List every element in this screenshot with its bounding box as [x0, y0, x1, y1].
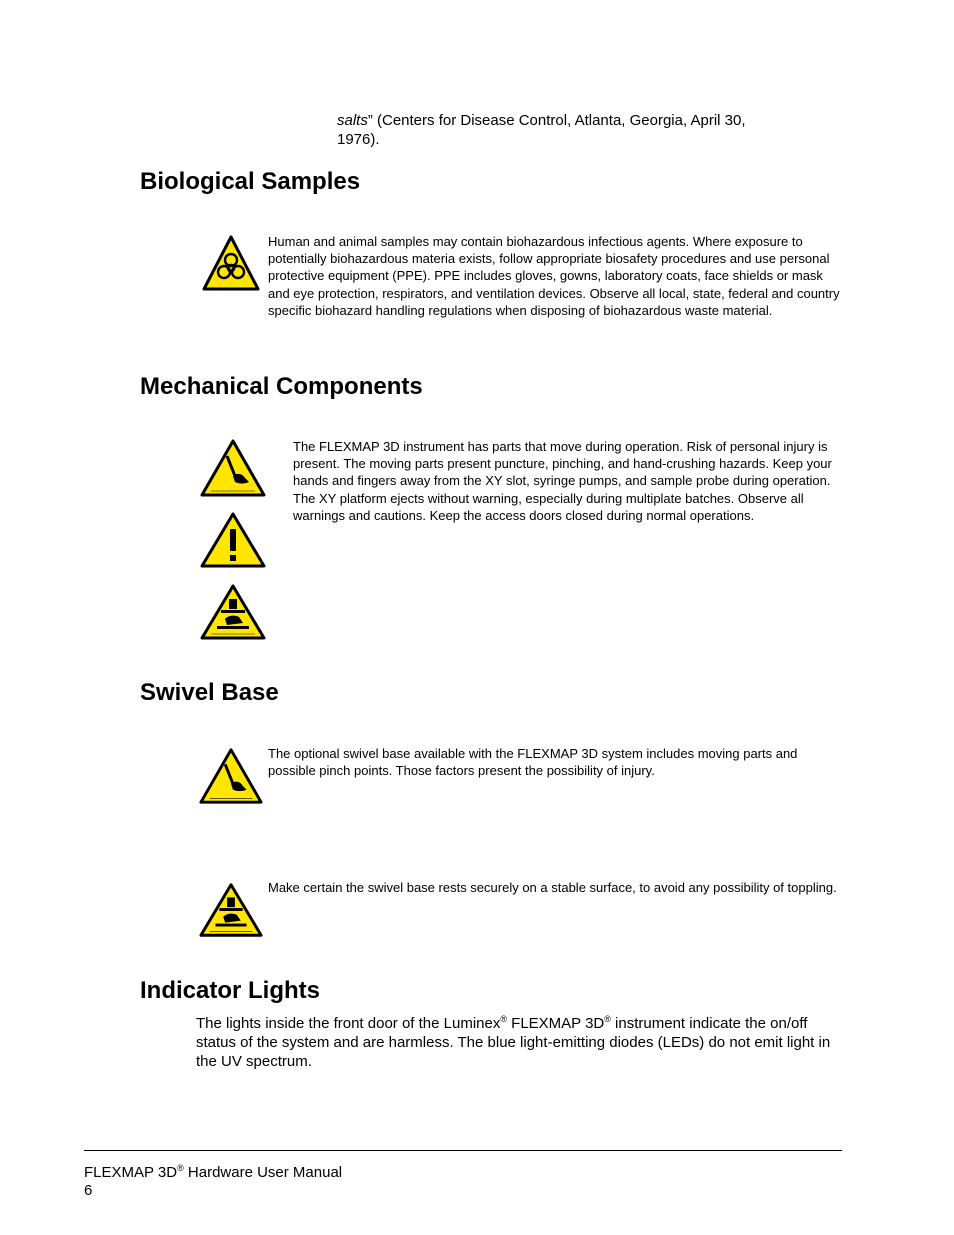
biological-text: Human and animal samples may contain biohazardous infectious agents. Where exposure to potentially biohazardous materia exists, follow appropriate biosafety procedures and use personal protective equipment (PPE). PPE includes gloves, gowns, laboratory coats, face shields or mask and eye protection, respirators, and ventilation devices. Observe all local, state, federal and country specific biohazard handling regulations when disposing of biohazardous waste material. [268, 234, 840, 318]
puncture-hazard-icon [199, 438, 267, 498]
footer-title [84, 1163, 342, 1182]
indicator-text [196, 1014, 846, 1071]
swivel-text-2: Make certain the swivel base rests securely on a stable surface, to avoid any possibility of toppling. [268, 880, 837, 895]
page-number: 6 [84, 1182, 93, 1199]
heading-swivel-base: Swivel Base [140, 679, 279, 706]
swivel-text-1: The optional swivel base available with the FLEXMAP 3D system includes moving parts and possible pinch points. Those factors present the possibility of injury. [268, 746, 798, 779]
heading-biological-samples: Biological Samples [140, 168, 361, 195]
footer-title-b: Hardware User Manual [183, 1164, 343, 1181]
crush-hazard-icon [199, 583, 267, 641]
registered-mark: ® [177, 1163, 184, 1173]
registered-mark: ® [604, 1014, 611, 1024]
mechanical-text: The FLEXMAP 3D instrument has parts that move during operation. Risk of personal injury is present. The moving parts present puncture, pinching, and hand-crushing hazards. Keep your hands and fingers away from the XY slot, syringe pumps, and sample probe during operation. The XY platform ejects without warning, especially during multiplate batches. Observe all warnings and cautions. Keep the access doors closed during normal operations. [293, 439, 832, 523]
biohazard-warning-icon [201, 234, 261, 292]
indicator-text-a: The lights inside the front door of the Luminex [196, 1015, 501, 1032]
registered-mark: ® [500, 1014, 507, 1024]
indicator-text-b: FLEXMAP 3D [506, 1015, 605, 1032]
general-warning-icon [199, 511, 267, 569]
footer-divider [84, 1150, 842, 1151]
heading-mechanical-components: Mechanical Components [140, 373, 423, 400]
puncture-hazard-icon [198, 746, 264, 806]
crush-hazard-icon [198, 881, 264, 939]
footer-title-a: FLEXMAP 3D [84, 1164, 178, 1181]
indicator-text-c: instrument indicate the on/off status of the system and are harmless. The blue light-emitting diodes (LEDs) do not emit light in the UV spectrum. [196, 1015, 831, 1070]
heading-indicator-lights: Indicator Lights [140, 977, 320, 1004]
continuation-rest: ” (Centers for Disease Control, Atlanta, Georgia, April 30, 1976). [337, 112, 746, 148]
continuation-italic: salts [337, 112, 368, 129]
continuation-text [337, 111, 777, 149]
